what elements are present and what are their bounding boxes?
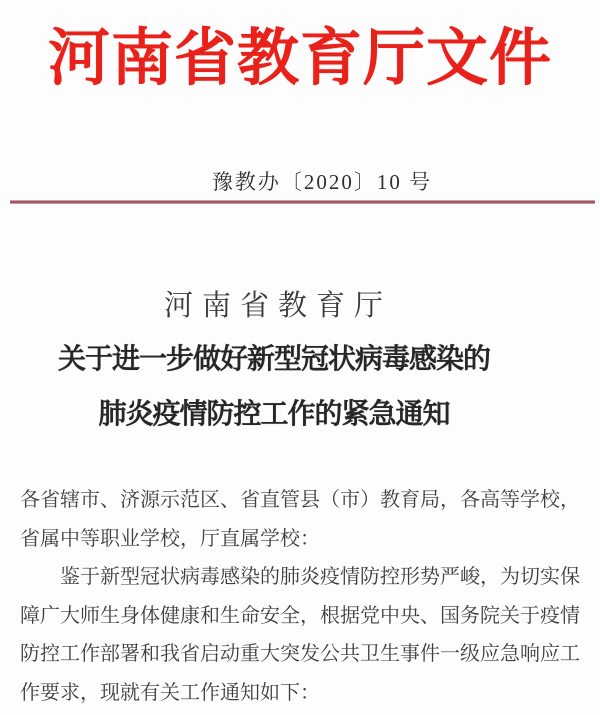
document-title-line-2: 肺炎疫情防控工作的紧急通知 <box>98 399 450 430</box>
document-body <box>20 481 580 712</box>
paragraph-line-4: 作要求，现就有关工作通知如下： <box>20 681 320 704</box>
recipients-line-1: 各省辖市、济源示范区、省直管县（市）教育局，各高等学校， <box>20 489 580 511</box>
document-title-line-1: 关于进一步做好新型冠状病毒感染的 <box>57 344 490 375</box>
paragraph-line-3: 防控工作部署和我省启动重大突发公共卫生事件一级应急响应工 <box>20 643 580 665</box>
recipients-line-2: 省属中等职业学校，厅直属学校： <box>20 527 320 550</box>
paragraph-line-1: 鉴于新型冠状病毒感染的肺炎疫情防控形势严峻，为切实保 <box>60 566 580 588</box>
letterhead-title: 河南省教育厅文件 <box>47 25 552 93</box>
document-number: 豫教办〔2020〕10 号 <box>211 170 433 194</box>
red-divider-rule <box>10 200 595 204</box>
paragraph-line-2: 障广大师生身体健康和生命安全，根据党中央、国务院关于疫情 <box>20 604 580 627</box>
title-issuer-line: 河南省教育厅 <box>163 290 392 322</box>
